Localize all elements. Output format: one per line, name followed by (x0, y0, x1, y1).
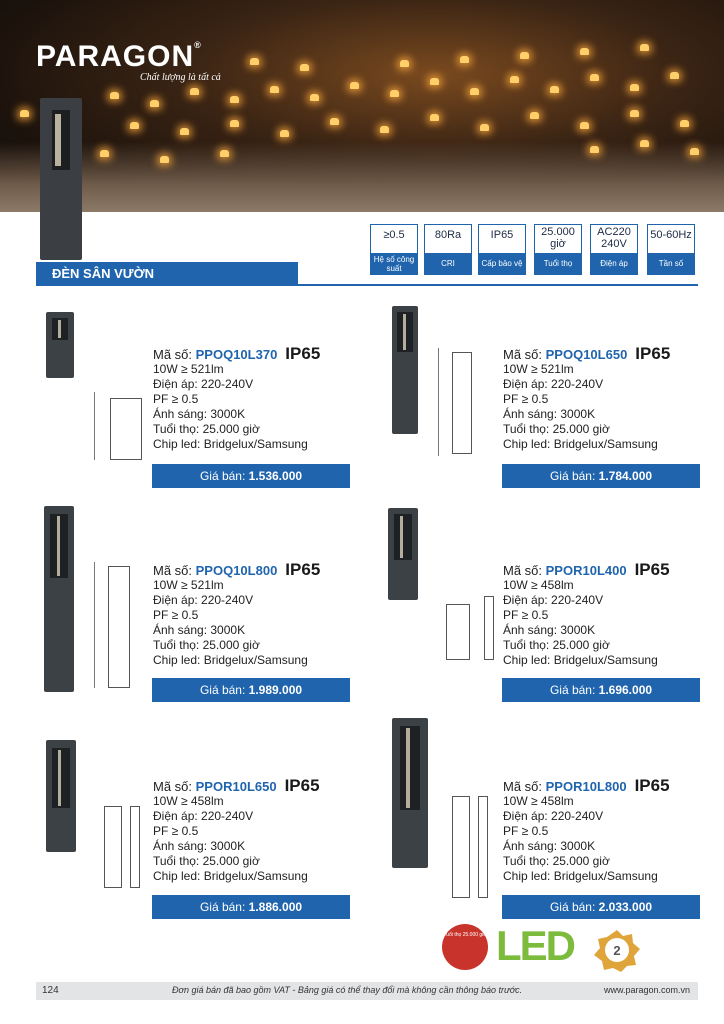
product-code-row: Mã số: PPOQ10L800 IP65 (153, 560, 321, 579)
product-drawing (110, 398, 142, 460)
product-code-row: Mã số: PPOQ10L370 IP65 (153, 344, 321, 363)
price-bar: Giá bán: 1.696.000 (502, 678, 700, 702)
brand-slogan: Chất lượng là tất cả (140, 72, 221, 83)
product-image (392, 718, 428, 868)
product-drawing-side (478, 796, 488, 898)
product-code-row: Mã số: PPOR10L800 IP65 (503, 776, 670, 795)
product-specs: 10W ≥ 521lm Điện áp: 220-240V PF ≥ 0.5 Ánh sáng: 3000K Tuổi thọ: 25.000 giờ Chip led: Bridgelux/Samsung (503, 362, 658, 451)
spec-cri: 80Ra CRI (424, 224, 472, 275)
brand-logo: PARAGON® (36, 40, 202, 73)
product-drawing (104, 806, 122, 888)
product-image (388, 508, 418, 600)
product-specs: 10W ≥ 458lm Điện áp: 220-240V PF ≥ 0.5 Ánh sáng: 3000K Tuổi thọ: 25.000 giờ Chip led: Bridgelux/Samsung (503, 794, 658, 883)
hero-photo (0, 0, 724, 212)
spec-lifetime: 25.000 giờ Tuổi thọ (534, 224, 582, 275)
product-image (392, 306, 418, 434)
footer-note: Đơn giá bán đã bao gồm VAT - Bảng giá có thể thay đổi mà không cần thông báo trước. (172, 985, 523, 995)
price-bar: Giá bán: 1.784.000 (502, 464, 700, 488)
section-title: ĐÈN SÂN VƯỜN (36, 262, 298, 286)
warranty-badge-icon (592, 928, 642, 972)
price-bar: Giá bán: 1.989.000 (152, 678, 350, 702)
spec-ip-rating: IP65 Cấp bảo vệ (478, 224, 526, 275)
product-specs: 10W ≥ 458lm Điện áp: 220-240V PF ≥ 0.5 Ánh sáng: 3000K Tuổi thọ: 25.000 giờ Chip led: Bridgelux/Samsung (153, 794, 308, 883)
product-drawing-side (130, 806, 140, 888)
price-bar: Giá bán: 2.033.000 (502, 895, 700, 919)
hero-lamp-image (40, 98, 82, 260)
spec-power-factor: ≥0.5 Hệ số công suất (370, 224, 418, 275)
product-image (46, 740, 76, 852)
section-divider (36, 284, 698, 286)
product-code-row: Mã số: PPOR10L400 IP65 (503, 560, 670, 579)
product-specs: 10W ≥ 458lm Điện áp: 220-240V PF ≥ 0.5 Ánh sáng: 3000K Tuổi thọ: 25.000 giờ Chip led: Bridgelux/Samsung (503, 578, 658, 667)
product-code-row: Mã số: PPOQ10L650 IP65 (503, 344, 671, 363)
led-logo: LED (496, 922, 574, 969)
spec-voltage: AC220 240V Điện áp (590, 224, 638, 275)
page-number: 124 (42, 985, 59, 996)
spec-frequency: 50-60Hz Tần số (647, 224, 695, 275)
product-drawing (452, 796, 470, 898)
product-drawing-side (484, 596, 494, 660)
product-drawing (452, 352, 472, 454)
footer (36, 982, 698, 1000)
product-specs: 10W ≥ 521lm Điện áp: 220-240V PF ≥ 0.5 Ánh sáng: 3000K Tuổi thọ: 25.000 giờ Chip led: Bridgelux/Samsung (153, 578, 308, 667)
website-link[interactable]: www.paragon.com.vn (603, 985, 690, 995)
product-drawing (108, 566, 130, 688)
product-image (44, 506, 74, 692)
price-bar: Giá bán: 1.536.000 (152, 464, 350, 488)
product-code-row: Mã số: PPOR10L650 IP65 (153, 776, 320, 795)
price-bar: Giá bán: 1.886.000 (152, 895, 350, 919)
lifetime-badge-icon: Tuổi thọ 25.000 giờ (442, 924, 488, 970)
product-image (46, 312, 74, 378)
warranty-years: 2 (613, 943, 621, 958)
product-drawing (446, 604, 470, 660)
product-specs: 10W ≥ 521lm Điện áp: 220-240V PF ≥ 0.5 Ánh sáng: 3000K Tuổi thọ: 25.000 giờ Chip led: Bridgelux/Samsung (153, 362, 308, 451)
